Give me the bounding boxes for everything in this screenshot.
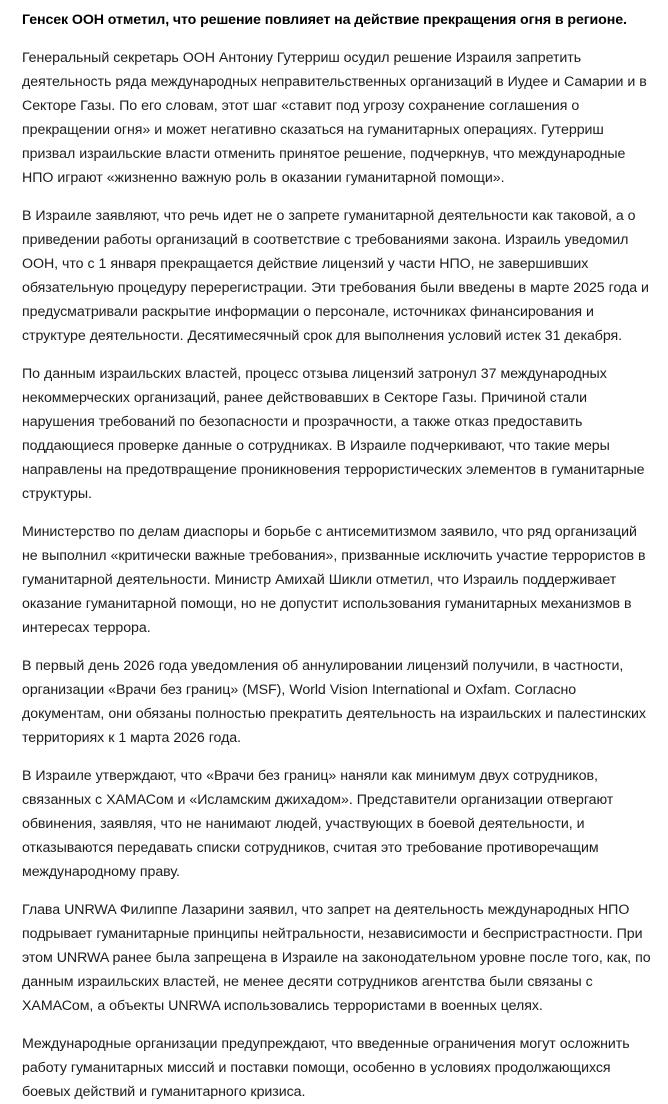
article-paragraph: Глава UNRWA Филиппе Лазарини заявил, что запрет на деятельность международных НПО подрывает гуманитарные принципы нейтральности, независимости и беспристрастности. При этом UNRWA ранее была запрещена в Израиле на законодательном уровне после того, как, по данным израильских властей, не менее десяти сотрудников агентства были связаны с ХАМАСом, а объекты UNRWA использовались террористами в военных целях.: [22, 902, 651, 1014]
article-paragraph: Международные организации предупреждают, что введенные ограничения могут осложнить работу гуманитарных миссий и поставки помощи, особенно в условиях продолжающихся боевых действий и гуманитарного кризиса.: [22, 1036, 630, 1100]
article-paragraph: Генеральный секретарь ООН Антониу Гутерриш осудил решение Израиля запретить деятельность ряда международных неправительственных организаций в Иудее и Самарии и в Секторе Газы. По его словам, этот шаг «ставит под угрозу сохранение соглашения о прекращении огня» и может негативно сказаться на гуманитарных операциях. Гутерриш призвал израильские власти отменить принятое решение, подчеркнув, что международные НПО играют «жизненно важную роль в оказании гуманитарной помощи».: [22, 50, 647, 186]
article-lede: Генсек ООН отметил, что решение повлияет на действие прекращения огня в регионе.: [22, 12, 627, 28]
article-paragraph: Министерство по делам диаспоры и борьбе с антисемитизмом заявило, что ряд организаций не выполнил «критически важные требования», призванные исключить участие террористов в гуманитарной деятельности. Министр Амихай Шикли отметил, что Израиль поддерживает оказание гуманитарной помощи, но не допустит использования гуманитарных механизмов в интересах террора.: [22, 524, 646, 636]
article-paragraph: В Израиле утверждают, что «Врачи без границ» наняли как минимум двух сотрудников, связанных с ХАМАСом и «Исламским джихадом». Представители организации отвергают обвинения, заявляя, что не нанимают людей, участвующих в боевой деятельности, и отказываются передавать списки сотрудников, считая это требование противоречащим международному праву.: [22, 768, 614, 880]
article-paragraph: В первый день 2026 года уведомления об аннулировании лицензий получили, в частности, организации «Врачи без границ» (MSF), World Vision International и Oxfam. Согласно документам, они обязаны полностью прекратить деятельность на израильских и палестинских территориях к 1 марта 2026 года.: [22, 658, 646, 746]
article-paragraph: По данным израильских властей, процесс отзыва лицензий затронул 37 международных некоммерческих организаций, ранее действовавших в Секторе Газы. Причиной стали нарушения требований по безопасности и прозрачности, а также отказ предоставить поддающиеся проверке данные о сотрудниках. В Израиле подчеркивают, что такие меры направлены на предотвращение проникновения террористических элементов в гуманитарные структуры.: [22, 366, 645, 502]
article-paragraph: В Израиле заявляют, что речь идет не о запрете гуманитарной деятельности как таковой, а о приведении работы организаций в соответствие с требованиями закона. Израиль уведомил ООН, что с 1 января прекращается действие лицензий у части НПО, не завершивших обязательную процедуру перерегистрации. Эти требования были введены в марте 2025 года и предусматривали раскрытие информации о персонале, источниках финансирования и структуре деятельности. Десятимесячный срок для выполнения условий истек 31 декабря.: [22, 208, 649, 344]
